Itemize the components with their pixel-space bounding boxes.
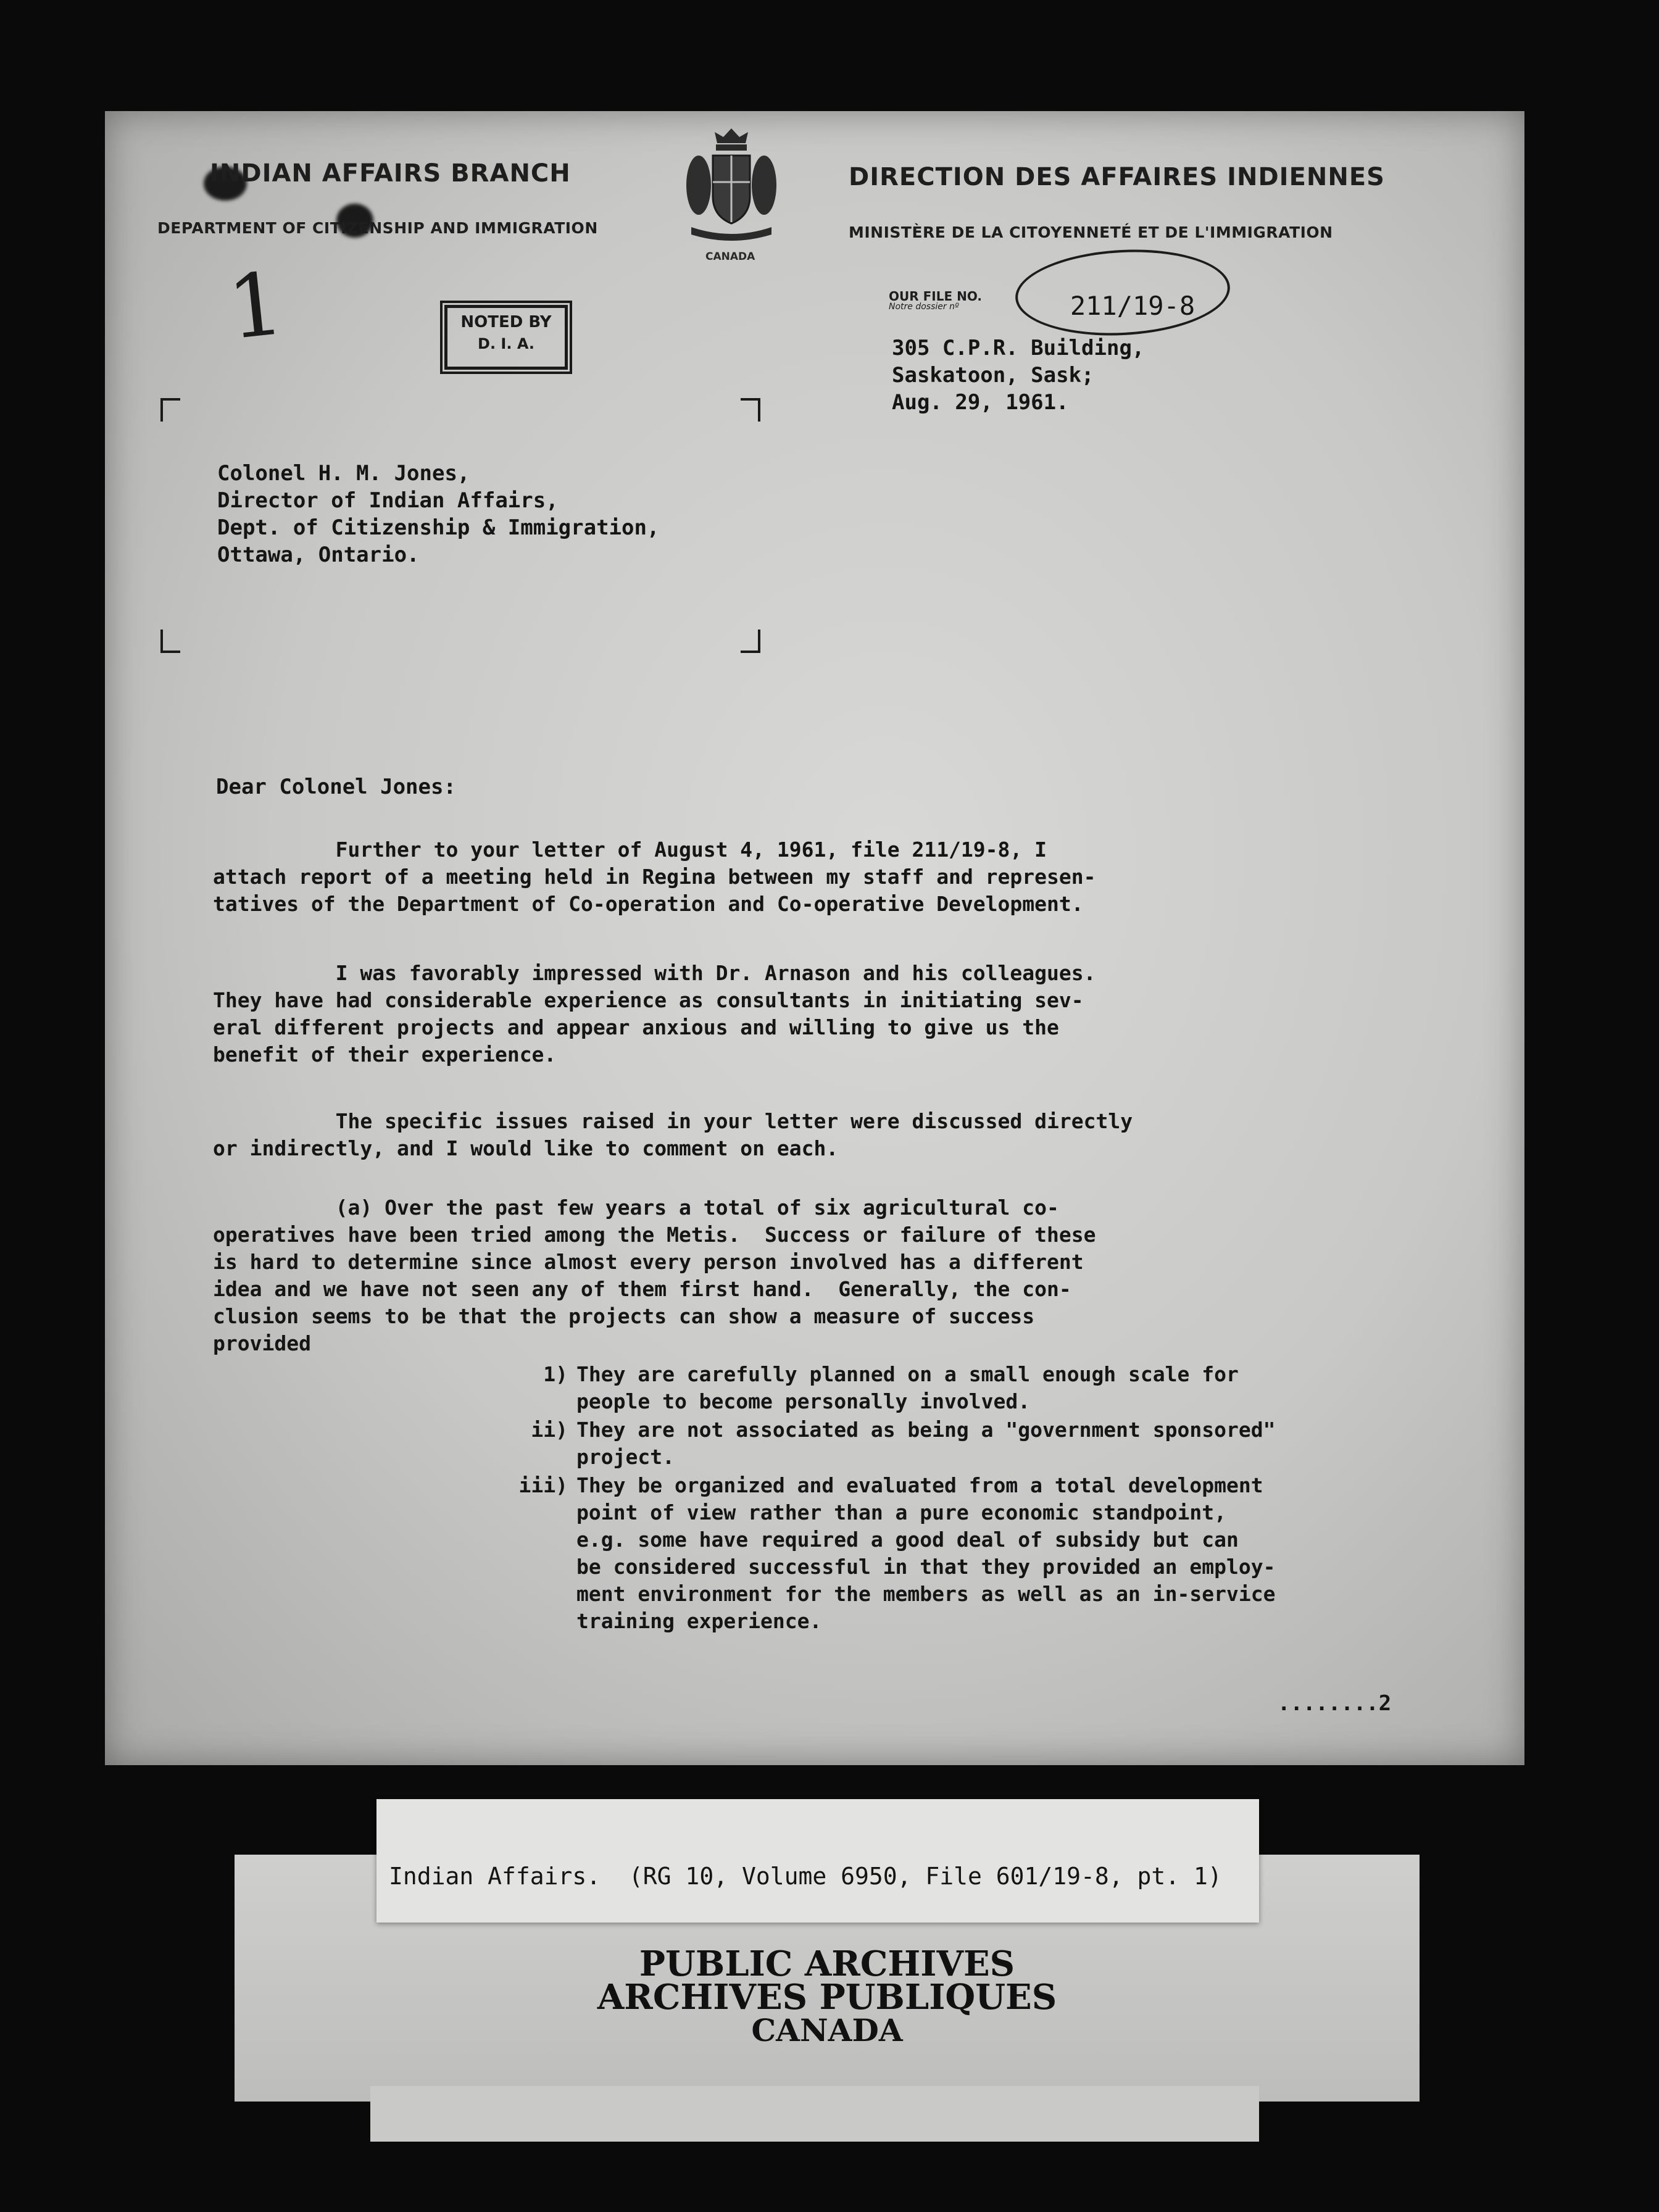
- list-number: iii): [518, 1473, 568, 1497]
- letterhead-french-title: DIRECTION DES AFFAIRES INDIENNES: [849, 163, 1385, 191]
- list-number: ii): [531, 1418, 568, 1442]
- letterhead-english-subtitle: DEPARTMENT OF CITIZENSHIP AND IMMIGRATION: [157, 219, 598, 237]
- coat-of-arms-icon: [679, 123, 784, 247]
- handwritten-mark: 1: [223, 253, 289, 360]
- address-window-corner: [741, 398, 760, 422]
- file-number: 211/19-8: [1070, 290, 1195, 321]
- list-item: [395, 1472, 1275, 1635]
- list-item: [395, 1361, 1275, 1415]
- list-text: They are carefully planned on a small enough scale for people to become personally involved.: [576, 1362, 1239, 1413]
- public-archives-stamp: [481, 1944, 1173, 2048]
- list-text: They are not associated as being a "government sponsored" project.: [576, 1418, 1276, 1469]
- conditions-list: [395, 1361, 1275, 1636]
- list-text: They be organized and evaluated from a total development point of view rather than a pure economic standpoint, e.g. some have required a good deal of subsidy but can be considered successful in that they provided an employ- ment environment for the members as well as an in-service training experience.: [576, 1473, 1276, 1633]
- archive-reference-label: [376, 1799, 1259, 1923]
- stamp-line-1: NOTED BY: [460, 313, 552, 331]
- archives-line-2: ARCHIVES PUBLIQUES: [597, 1977, 1057, 2018]
- addressee-block: Colonel H. M. Jones, Director of Indian Affairs, Dept. of Citizenship & Immigration, Ottawa, Ontario.: [217, 461, 660, 567]
- paragraph-4: (a) Over the past few years a total of six agricultural co- operatives have been tried among the Metis. Success or failure of these is hard to determine since almost every person involved has a different idea and we have not seen any of them first hand. Generally, the con- clusion seems to be that the projects can show a measure of success provided: [213, 1195, 1096, 1355]
- file-label-english: OUR FILE NO.: [889, 289, 982, 304]
- sender-address: 305 C.P.R. Building, Saskatoon, Sask; Aug. 29, 1961.: [892, 336, 1145, 415]
- paragraph-2: I was favorably impressed with Dr. Arnason and his colleagues. They have had considerable experience as consultants in initiating sev- eral different projects and appear anxious and willing to give us the benefit of their experience.: [213, 961, 1096, 1066]
- list-item: [395, 1416, 1275, 1471]
- file-label-french: Notre dossier nº: [889, 302, 959, 312]
- file-number-label: [889, 290, 982, 311]
- archives-line-1: PUBLIC ARCHIVES: [639, 1944, 1015, 1984]
- page-continuation: ........2: [1278, 1691, 1392, 1716]
- address-window-corner: [160, 398, 180, 422]
- letterhead-english-title: INDIAN AFFAIRS BRANCH: [210, 159, 571, 188]
- stamp-line-2: D. I. A.: [478, 335, 534, 352]
- address-window-corner: [160, 630, 180, 653]
- address-window-corner: [741, 630, 760, 653]
- paragraph-1: Further to your letter of August 4, 1961, file 211/19-8, I attach report of a meeting held in Regina between my staff and represen- tatives of the Department of Co-operation and Co-operative Development.: [213, 838, 1096, 916]
- crest-label: CANADA: [705, 251, 755, 263]
- letterhead-french-subtitle: MINISTÈRE DE LA CITOYENNETÉ ET DE L'IMMIGRATION: [849, 223, 1333, 241]
- paragraph-3: The specific issues raised in your letter were discussed directly or indirectly, and I would like to comment on each.: [213, 1109, 1133, 1160]
- list-number: 1): [543, 1362, 568, 1386]
- archive-reference: Indian Affairs. (RG 10, Volume 6950, File 601/19-8, pt. 1): [389, 1863, 1222, 1890]
- archive-card-strip: [370, 2086, 1259, 2142]
- archives-line-3: CANADA: [751, 2012, 903, 2048]
- salutation: Dear Colonel Jones:: [216, 775, 456, 799]
- bleed-through-texture: [469, 370, 859, 395]
- noted-by-stamp: [444, 305, 568, 370]
